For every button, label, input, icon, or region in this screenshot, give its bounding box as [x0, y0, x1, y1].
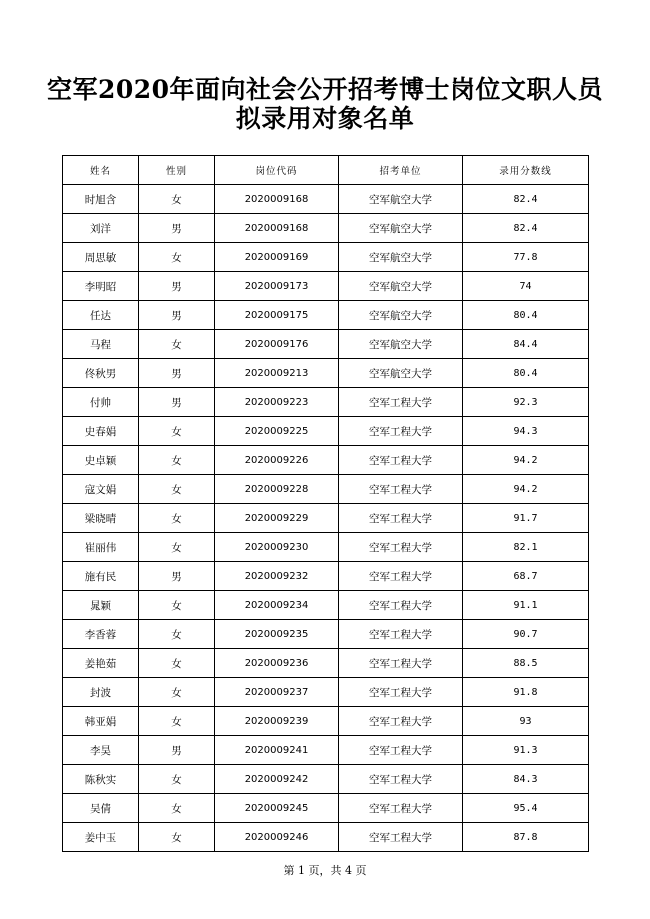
table-row	[63, 417, 589, 446]
cell-name: 李明昭	[63, 272, 139, 301]
cell-recruiting-unit: 空军工程大学	[339, 504, 463, 533]
cell-name: 李昊	[63, 736, 139, 765]
cell-name: 时旭含	[63, 185, 139, 214]
cell-position-code: 2020009229	[215, 504, 339, 533]
cell-gender: 女	[139, 330, 215, 359]
cell-gender: 女	[139, 649, 215, 678]
table-body	[63, 185, 589, 852]
cell-gender: 女	[139, 417, 215, 446]
column-header-name: 姓名	[63, 156, 139, 185]
cell-name: 马程	[63, 330, 139, 359]
document-subtitle: 拟录用对象名单	[235, 104, 415, 133]
column-header-position-code: 岗位代码	[215, 156, 339, 185]
cell-name: 封波	[63, 678, 139, 707]
cell-name: 刘洋	[63, 214, 139, 243]
cell-cutoff-score: 91.8	[463, 678, 589, 707]
cell-name: 梁晓晴	[63, 504, 139, 533]
cell-position-code: 2020009230	[215, 533, 339, 562]
cell-name: 付帅	[63, 388, 139, 417]
table-row	[63, 562, 589, 591]
cell-recruiting-unit: 空军航空大学	[339, 301, 463, 330]
cell-gender: 女	[139, 504, 215, 533]
cell-position-code: 2020009175	[215, 301, 339, 330]
cell-name: 姜中玉	[63, 823, 139, 852]
cell-position-code: 2020009242	[215, 765, 339, 794]
cell-gender: 女	[139, 533, 215, 562]
table-row	[63, 301, 589, 330]
table-row	[63, 330, 589, 359]
cell-cutoff-score: 92.3	[463, 388, 589, 417]
cell-recruiting-unit: 空军航空大学	[339, 359, 463, 388]
cell-gender: 男	[139, 562, 215, 591]
cell-recruiting-unit: 空军工程大学	[339, 475, 463, 504]
cell-cutoff-score: 82.1	[463, 533, 589, 562]
cell-cutoff-score: 77.8	[463, 243, 589, 272]
cell-gender: 女	[139, 243, 215, 272]
cell-recruiting-unit: 空军工程大学	[339, 765, 463, 794]
table-header-row	[63, 156, 589, 185]
cell-position-code: 2020009173	[215, 272, 339, 301]
table-row	[63, 794, 589, 823]
cell-gender: 女	[139, 446, 215, 475]
cell-recruiting-unit: 空军工程大学	[339, 707, 463, 736]
cell-position-code: 2020009237	[215, 678, 339, 707]
table-row	[63, 243, 589, 272]
cell-gender: 男	[139, 272, 215, 301]
cell-name: 李香蓉	[63, 620, 139, 649]
cell-position-code: 2020009241	[215, 736, 339, 765]
cell-name: 任达	[63, 301, 139, 330]
cell-name: 寇文娟	[63, 475, 139, 504]
table-row	[63, 185, 589, 214]
cell-gender: 女	[139, 794, 215, 823]
cell-name: 佟秋男	[63, 359, 139, 388]
cell-recruiting-unit: 空军工程大学	[339, 678, 463, 707]
cell-recruiting-unit: 空军航空大学	[339, 185, 463, 214]
cell-position-code: 2020009168	[215, 185, 339, 214]
cell-cutoff-score: 87.8	[463, 823, 589, 852]
cell-recruiting-unit: 空军工程大学	[339, 417, 463, 446]
cell-position-code: 2020009169	[215, 243, 339, 272]
cell-gender: 男	[139, 301, 215, 330]
cell-name: 周思敏	[63, 243, 139, 272]
table-row	[63, 446, 589, 475]
cell-position-code: 2020009232	[215, 562, 339, 591]
cell-cutoff-score: 91.1	[463, 591, 589, 620]
document-title: 空军2020年面向社会公开招考博士岗位文职人员	[46, 75, 604, 104]
cell-gender: 女	[139, 765, 215, 794]
admission-roster-table	[62, 155, 589, 852]
cell-cutoff-score: 80.4	[463, 301, 589, 330]
cell-cutoff-score: 95.4	[463, 794, 589, 823]
cell-gender: 男	[139, 214, 215, 243]
cell-gender: 女	[139, 475, 215, 504]
cell-position-code: 2020009246	[215, 823, 339, 852]
cell-position-code: 2020009176	[215, 330, 339, 359]
cell-cutoff-score: 74	[463, 272, 589, 301]
table-row	[63, 823, 589, 852]
cell-recruiting-unit: 空军工程大学	[339, 794, 463, 823]
cell-cutoff-score: 91.3	[463, 736, 589, 765]
cell-recruiting-unit: 空军工程大学	[339, 736, 463, 765]
cell-recruiting-unit: 空军工程大学	[339, 446, 463, 475]
cell-position-code: 2020009223	[215, 388, 339, 417]
column-header-cutoff-score: 录用分数线	[463, 156, 589, 185]
cell-recruiting-unit: 空军工程大学	[339, 388, 463, 417]
cell-cutoff-score: 82.4	[463, 185, 589, 214]
cell-recruiting-unit: 空军工程大学	[339, 823, 463, 852]
cell-gender: 女	[139, 185, 215, 214]
cell-name: 施有民	[63, 562, 139, 591]
table-row	[63, 678, 589, 707]
table-row	[63, 533, 589, 562]
cell-cutoff-score: 68.7	[463, 562, 589, 591]
cell-gender: 男	[139, 359, 215, 388]
cell-name: 晁颖	[63, 591, 139, 620]
cell-recruiting-unit: 空军工程大学	[339, 591, 463, 620]
cell-name: 史春娟	[63, 417, 139, 446]
cell-cutoff-score: 94.2	[463, 475, 589, 504]
column-header-recruiting-unit: 招考单位	[339, 156, 463, 185]
table-row	[63, 214, 589, 243]
table-row	[63, 388, 589, 417]
table-row	[63, 475, 589, 504]
cell-cutoff-score: 90.7	[463, 620, 589, 649]
cell-position-code: 2020009235	[215, 620, 339, 649]
table-row	[63, 707, 589, 736]
cell-cutoff-score: 94.2	[463, 446, 589, 475]
table-row	[63, 736, 589, 765]
cell-gender: 女	[139, 620, 215, 649]
cell-cutoff-score: 80.4	[463, 359, 589, 388]
cell-name: 陈秋实	[63, 765, 139, 794]
cell-position-code: 2020009213	[215, 359, 339, 388]
cell-recruiting-unit: 空军航空大学	[339, 330, 463, 359]
cell-recruiting-unit: 空军航空大学	[339, 214, 463, 243]
cell-name: 史卓颖	[63, 446, 139, 475]
cell-recruiting-unit: 空军工程大学	[339, 533, 463, 562]
table-row	[63, 765, 589, 794]
column-header-gender: 性别	[139, 156, 215, 185]
table-row	[63, 649, 589, 678]
cell-position-code: 2020009168	[215, 214, 339, 243]
cell-gender: 女	[139, 823, 215, 852]
table-row	[63, 504, 589, 533]
cell-recruiting-unit: 空军工程大学	[339, 562, 463, 591]
cell-name: 崔丽伟	[63, 533, 139, 562]
table-row	[63, 359, 589, 388]
cell-cutoff-score: 93	[463, 707, 589, 736]
cell-gender: 男	[139, 388, 215, 417]
cell-name: 吴倩	[63, 794, 139, 823]
cell-gender: 女	[139, 678, 215, 707]
cell-recruiting-unit: 空军航空大学	[339, 243, 463, 272]
cell-name: 姜艳茹	[63, 649, 139, 678]
cell-recruiting-unit: 空军工程大学	[339, 649, 463, 678]
cell-name: 韩亚娟	[63, 707, 139, 736]
table-row	[63, 272, 589, 301]
cell-cutoff-score: 82.4	[463, 214, 589, 243]
cell-gender: 男	[139, 736, 215, 765]
page-number: 第 1 页，共 4 页	[283, 864, 367, 877]
cell-cutoff-score: 88.5	[463, 649, 589, 678]
table-row	[63, 620, 589, 649]
cell-position-code: 2020009236	[215, 649, 339, 678]
cell-position-code: 2020009228	[215, 475, 339, 504]
cell-cutoff-score: 84.4	[463, 330, 589, 359]
cell-gender: 女	[139, 591, 215, 620]
cell-cutoff-score: 94.3	[463, 417, 589, 446]
cell-gender: 女	[139, 707, 215, 736]
cell-position-code: 2020009239	[215, 707, 339, 736]
cell-cutoff-score: 84.3	[463, 765, 589, 794]
cell-cutoff-score: 91.7	[463, 504, 589, 533]
cell-position-code: 2020009225	[215, 417, 339, 446]
cell-position-code: 2020009245	[215, 794, 339, 823]
cell-position-code: 2020009234	[215, 591, 339, 620]
cell-position-code: 2020009226	[215, 446, 339, 475]
cell-recruiting-unit: 空军工程大学	[339, 620, 463, 649]
cell-recruiting-unit: 空军航空大学	[339, 272, 463, 301]
table-row	[63, 591, 589, 620]
